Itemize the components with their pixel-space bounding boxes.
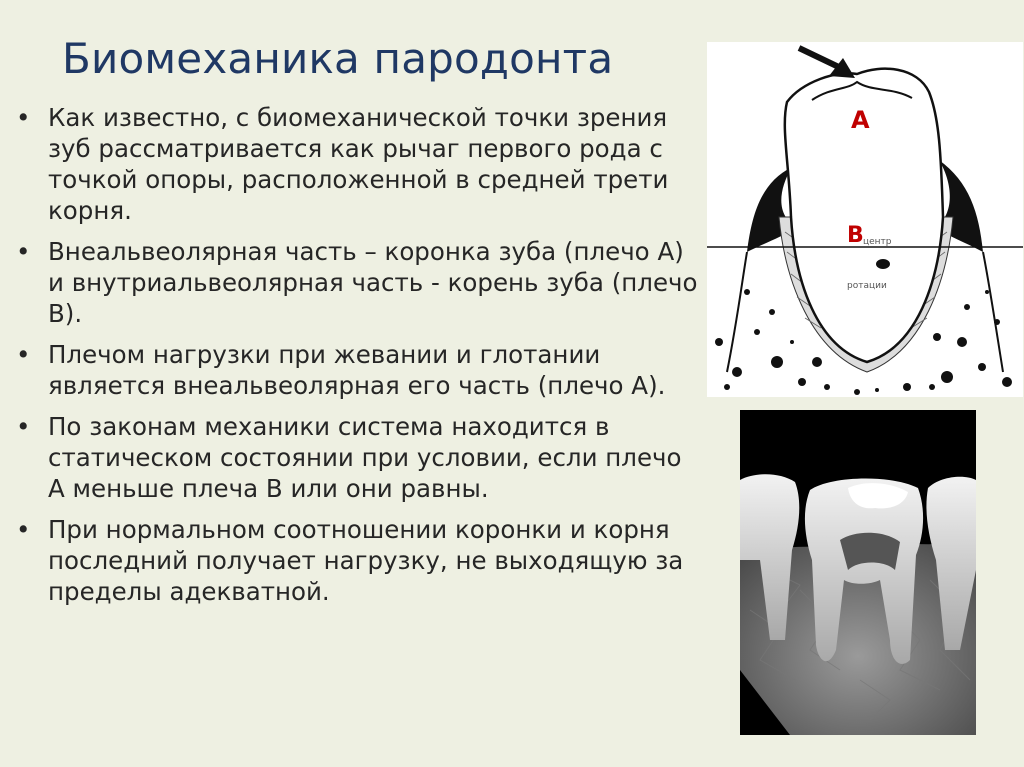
bullet-marker: • [16,340,31,369]
label-b: В [847,223,864,248]
tooth-diagram-svg [707,42,1023,397]
label-rotation: ротации [847,281,887,291]
xray-svg [740,410,976,735]
bullet-marker: • [16,515,31,544]
slide-title: Биомеханика пародонта [62,34,614,83]
bullet-marker: • [16,412,31,441]
tooth-lever-diagram [707,42,1023,397]
force-arrow-icon [799,48,855,78]
bullet-text: Как известно, с биомеханической точки зрения зуб рассматривается как рычаг первого рода с точкой опоры, расположенной в средней трети корня. [48,103,669,225]
bullet-item [12,339,702,401]
rotation-center-dot [876,259,890,269]
bullet-list [12,102,702,617]
bullet-marker: • [16,237,31,266]
bullet-item [12,514,702,607]
bullet-item [12,102,702,226]
label-a: А [851,106,870,134]
dental-xray-image [740,410,976,735]
bullet-text: Внеальвеолярная часть – коронка зуба (плечо А) и внутриальвеолярная часть - корень зуба (плечо В). [48,237,698,328]
label-center: центр [863,237,892,247]
bullet-text: При нормальном соотношении коронки и корня последний получает нагрузку, не выходящую за пределы адекватной. [48,515,684,606]
bullet-item [12,411,702,504]
bullet-item [12,236,702,329]
bullet-marker: • [16,103,31,132]
bullet-text: Плечом нагрузки при жевании и глотании является внеальвеолярная его часть (плечо А). [48,340,666,400]
bullet-text: По законам механики система находится в статическом состоянии при условии, если плечо А меньше плеча В или они равны. [48,412,682,503]
